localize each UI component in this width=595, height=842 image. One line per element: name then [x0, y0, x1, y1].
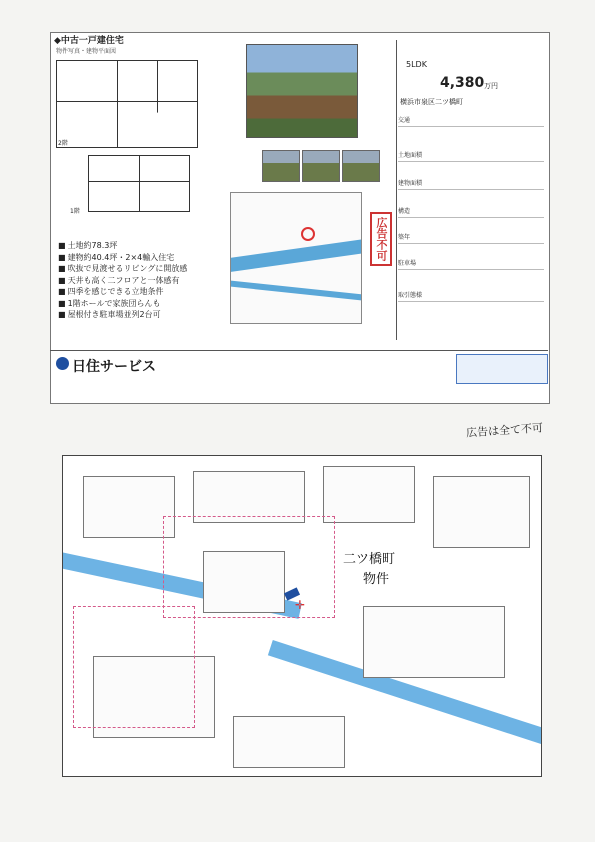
spec-row: 築年	[398, 232, 544, 244]
spec-row: 取引態様	[398, 290, 544, 302]
price-value: 4,380	[440, 75, 485, 91]
thumbnail-photo	[262, 150, 300, 182]
flyer-subtitle: 物件写真・建物平面図	[56, 48, 117, 55]
feature-item: ■ 土地約78.3坪	[58, 240, 187, 252]
street-map	[62, 455, 542, 777]
map-block	[323, 466, 415, 523]
property-address: 横浜市泉区二ツ橋町	[400, 98, 463, 106]
floorplan-2f	[56, 60, 198, 148]
thumbnail-photo	[342, 150, 380, 182]
boundary-line	[163, 516, 335, 618]
map-river	[230, 280, 362, 303]
spec-row: 交通	[398, 115, 544, 127]
floor-label-1f: 1階	[70, 208, 80, 215]
spec-row: 駐車場	[398, 258, 544, 270]
floor-label-2f: 2階	[58, 140, 68, 147]
handwritten-map-note: 物件	[363, 572, 390, 587]
map-block	[363, 606, 505, 678]
company-name: 日住サービス	[72, 359, 156, 375]
feature-list	[58, 240, 187, 321]
map-block	[83, 476, 175, 538]
feature-item: ■ 吹抜で見渡せるリビングに開放感	[58, 263, 187, 275]
map-block	[233, 716, 345, 768]
thumbnail-photo	[302, 150, 340, 182]
map-river	[230, 237, 362, 273]
spec-row: 建物面積	[398, 178, 544, 190]
boundary-line	[73, 606, 195, 728]
layout-type: 5LDK	[406, 60, 427, 69]
crosshair-icon: ✛	[295, 598, 306, 612]
feature-item: ■ 1階ホールで家族団らんも	[58, 298, 187, 310]
feature-item: ■ 四季を感じできる立地条件	[58, 286, 187, 298]
spec-row: 構造	[398, 206, 544, 218]
handwritten-map-note: 二ツ橋町	[343, 552, 396, 567]
no-advertising-stamp: 広告不可	[370, 212, 392, 266]
location-pin-icon	[301, 227, 315, 241]
house-photo	[246, 44, 358, 138]
feature-item: ■ 建物約40.4坪・2×4輸入住宅	[58, 252, 187, 264]
handwritten-note: 広告は全て不可	[465, 421, 544, 440]
company-logo-icon	[56, 357, 69, 370]
price-unit: 万円	[484, 82, 498, 90]
spec-row: 土地面積	[398, 150, 544, 162]
map-block	[433, 476, 530, 548]
feature-item: ■ 天井も高く二フロアと一体感有	[58, 275, 187, 287]
notice-box	[456, 354, 548, 384]
floorplan-1f	[88, 155, 190, 212]
locator-map	[230, 192, 362, 324]
feature-item: ■ 屋根付き駐車場並列2台可	[58, 309, 187, 321]
flyer-title: ◆中古一戸建住宅	[54, 36, 124, 46]
